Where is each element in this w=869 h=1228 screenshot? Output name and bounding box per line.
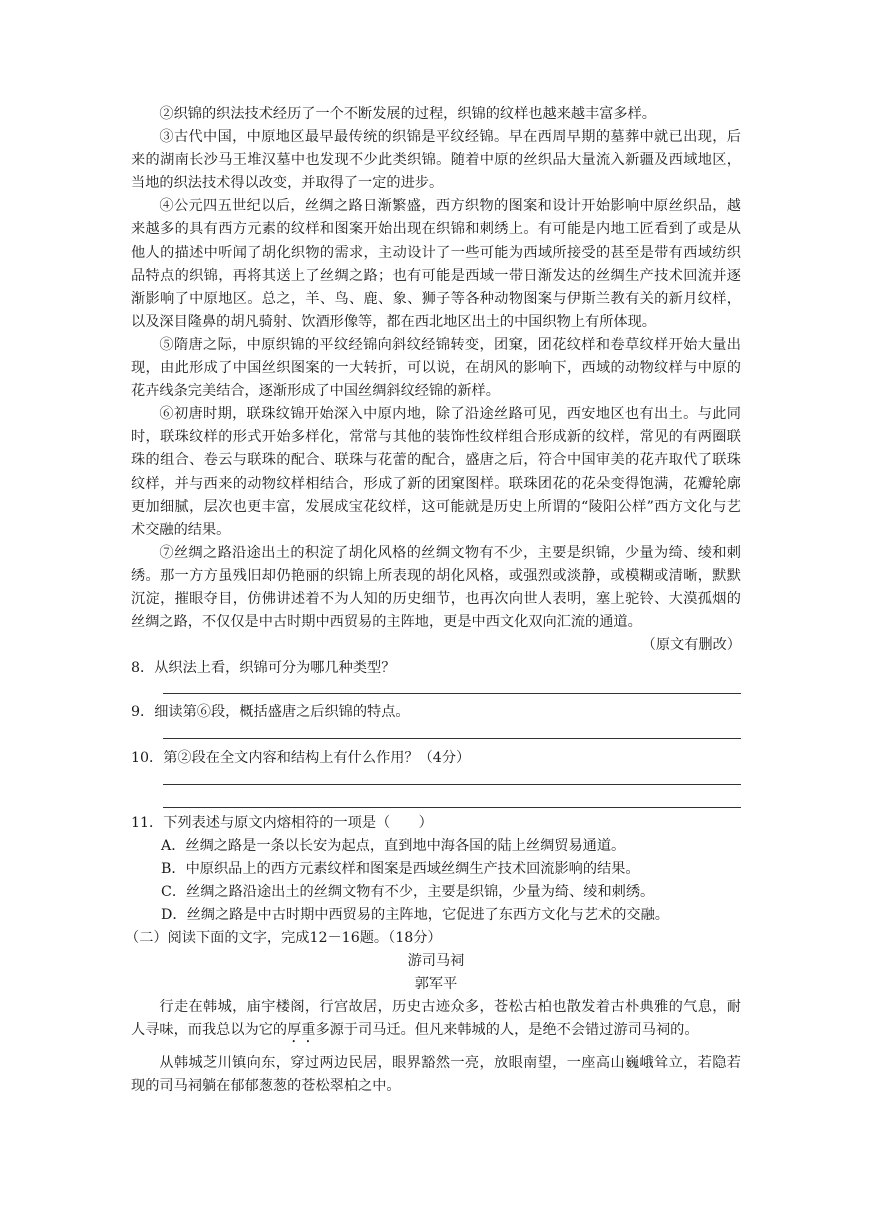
paragraph-6: ⑥初唐时期，联珠纹锦开始深入中原内地，除了沿途丝路可见，西安地区也有出土。与此同时，联珠纹样的形式开始多样化，常常与其他的装饰性纹样组合形成新的纹样，常见的有两圈联珠的组合、卷云与联珠的配合、联珠与花蕾的配合，盛唐之后，符合中国审美的花卉取代了联珠纹样，并与西来的动物纹样相结合，形成了新的团窠图样。联珠团花的花朵变得饱满，花瓣轮廓更加细腻，层次也更丰富，发展成宝花纹样，这可能就是历史上所谓的“陵阳公样”西方文化与艺术交融的结果。 — [131, 406, 741, 538]
question-10: 10．第②段在全文内容和结构上有什么作用？（4分） — [131, 750, 471, 767]
essay-author: 郭军平 — [414, 976, 458, 993]
essay-title: 游司马祠 — [407, 953, 465, 970]
question-9: 9．细读第⑥段，概括盛唐之后织锦的特点。 — [131, 704, 410, 721]
option-d: D．丝绸之路是中古时期中西贸易的主阵地，它促进了东西方文化与艺术的交融。 — [161, 907, 669, 924]
document-page — [125, 103, 741, 1098]
paragraph-7: ⑦丝绸之路沿途出土的积淀了胡化风格的丝绸文物有不少，主要是织锦，少量为绮、绫和刺绣。那一方方虽残旧却仍艳丽的织锦上所表现的胡化风格，或强烈或淡静，或模糊或清晰，默默沉淀，摧眼夺目，仿佛讲述着不为人知的历史细节，也再次向世人表明，塞上驼铃、大漠孤烟的丝绸之路，不仅仅是中古时期中西贸易的主阵地，更是中西文化双向汇流的通道。 — [131, 544, 741, 631]
essay-paragraph-1 — [131, 996, 741, 1046]
paragraph-3: ③古代中国，中原地区最早最传统的织锦是平纹经锦。早在西周早期的墓葬中就已出现，后来的湖南长沙马王堆汉墓中也发现不少此类织锦。随着中原的丝织品大量流入新疆及西域地区，当地的织法技术得以改变，并取得了一定的进步。 — [131, 129, 741, 192]
paragraph-4: ④公元四五世纪以后，丝绸之路日渐繁盛，西方织物的图案和设计开始影响中原丝织品，越来越多的具有西方元素的纹样和图案开始出现在织锦和刺绣上。有可能是内地工匠看到了或是从他人的描述中听闻了胡化织物的需求，主动设计了一些可能为西域所接受的甚至是带有西域纺织品特点的织锦，再将其送上了丝绸之路；也有可能是西域一带日渐发达的丝绸生产技术回流并逐渐影响了中原地区。总之，羊、鸟、鹿、象、狮子等各种动物图案与伊斯兰教有关的新月纹样，以及深目隆鼻的胡凡骑射、饮酒形像等，都在西北地区出土的中国织物上有所体现。 — [131, 198, 741, 330]
option-a: A．丝绸之路是一条以长安为起点，直到地中海各国的陆上丝绸贸易通道。 — [161, 838, 626, 855]
paragraph-2: ②织锦的织法技术经历了一个不断发展的过程，织锦的纹样也越来越丰富多样。 — [159, 106, 656, 122]
option-b: B．中原织品上的西方元素纹样和图案是西域丝绸生产技术回流影响的结果。 — [161, 861, 640, 878]
source-note: （原文有删改） — [641, 637, 741, 654]
essay-paragraph-2: 从韩城芝川镇向东，穿过两边民居，眼界豁然一亮，放眼南望，一座高山巍峨耸立，若隐若现的司马祠躺在郁郁葱葱的苍松翠柏之中。 — [131, 1055, 741, 1095]
paragraph-5: ⑤隋唐之际，中原织锦的平纹经锦向斜纹经锦转变，团窠，团花纹样和卷草纹样开始大量出现，由此形成了中国丝织图案的一大转折，可以说，在胡风的影响下，西域的动物纹样与中原的花卉线条完美结合，逐渐形成了中国丝绸斜纹经锦的新样。 — [131, 336, 741, 400]
essay-p1-part1: 行走在韩城，庙宇楼阁，行宫故居，历史古迹众多，苍松古柏也散发着古朴典雅的气息，耐人寻味，而我总以为它的 — [131, 999, 741, 1039]
option-c: C．丝绸之路沿途出土的丝绸文物有不少，主要是织锦，少量为绮、绫和刺绣。 — [161, 884, 655, 901]
question-11: 11．下列表述与原文内熔相符的一项是（ ） — [131, 815, 433, 832]
dotted-word: 厚重 — [287, 1022, 316, 1039]
question-8: 8．从织法上看，织锦可分为哪几种类型？ — [131, 660, 396, 677]
section-heading: （二）阅读下面的文字，完成12－16题。（18分） — [125, 930, 442, 947]
essay-p1-part2: 多源于司马迁。但凡来韩城的人，是绝不会错过游司马祠的。 — [315, 1022, 699, 1039]
